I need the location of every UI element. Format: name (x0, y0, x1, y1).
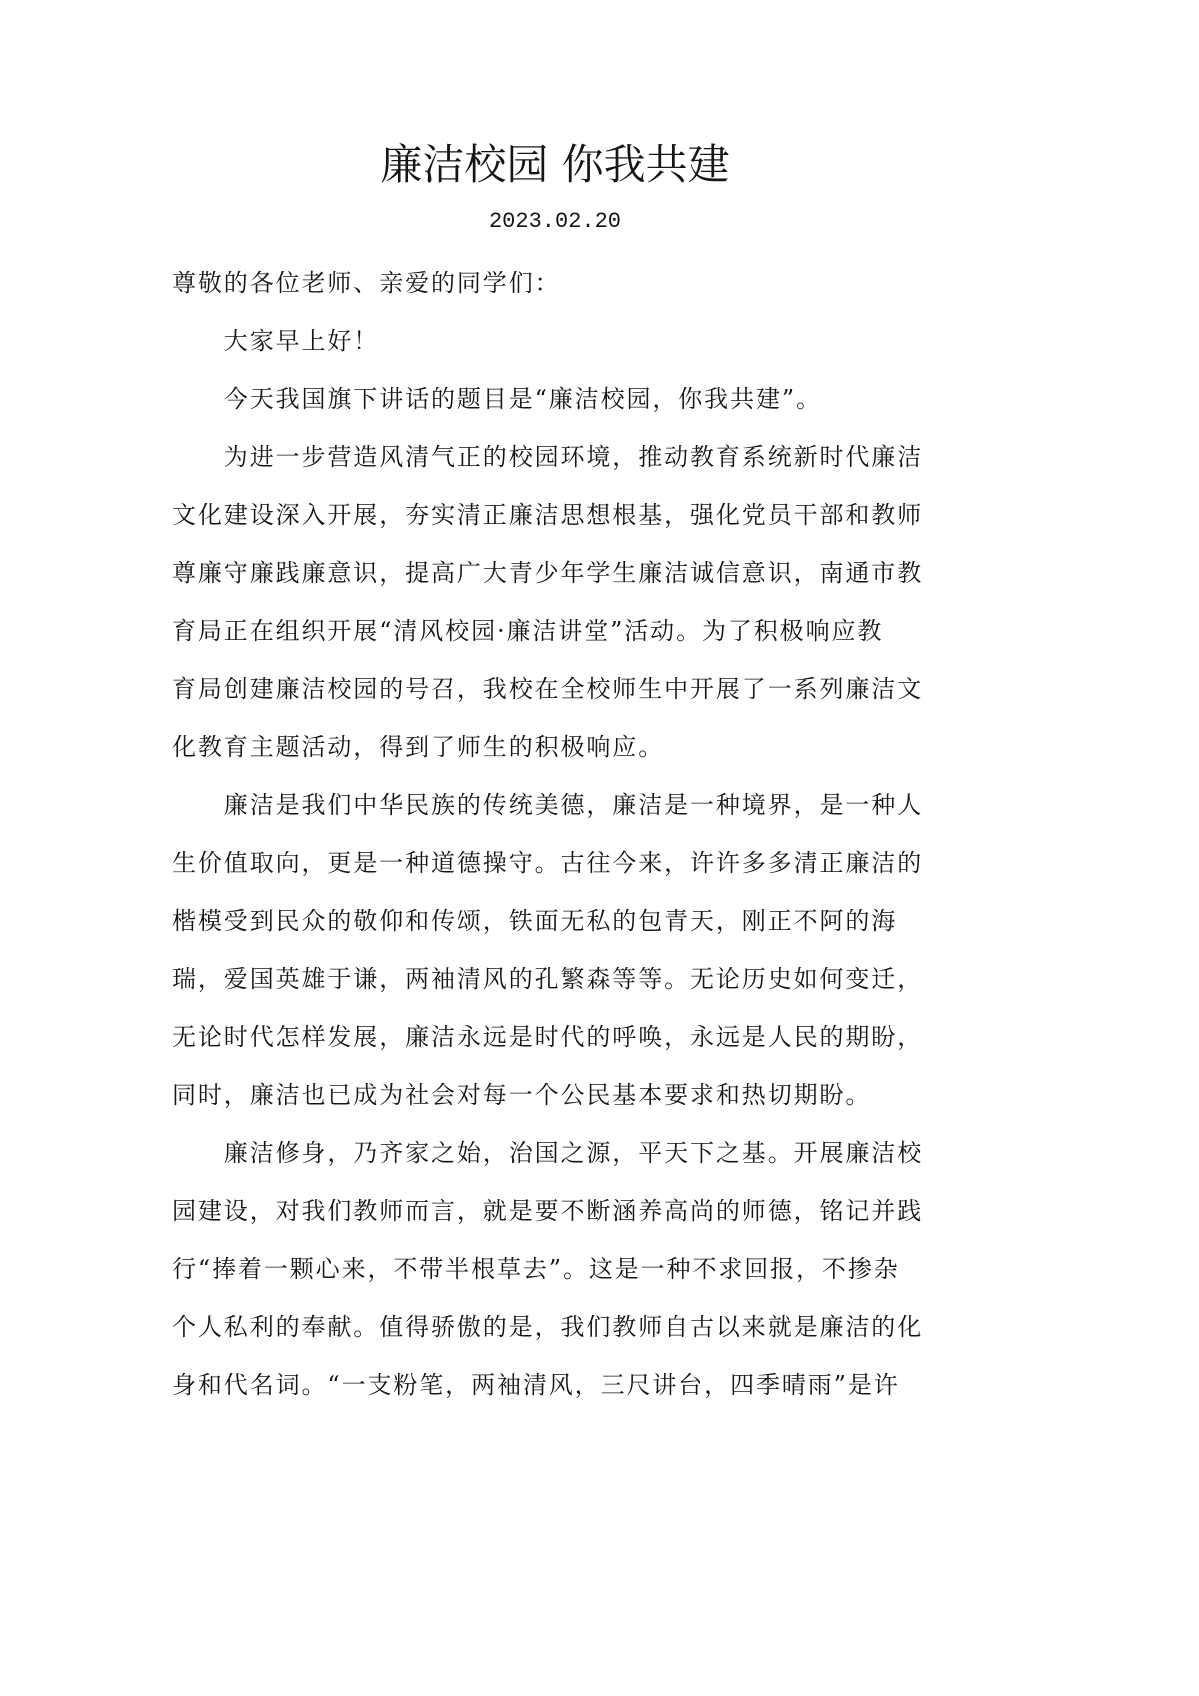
document-date: 2023.02.20 (488, 209, 622, 234)
document-title: 廉洁校园 你我共建 (380, 140, 730, 189)
paragraph-line: 化教育主题活动，得到了师生的积极响应。 (172, 733, 665, 761)
paragraph-line: 园建设，对我们教师而言，就是要不断涵养高尚的师德，铭记并践 (172, 1197, 924, 1225)
paragraph-line: 今天我国旗下讲话的题目是“廉洁校园，你我共建”。 (223, 385, 822, 413)
paragraph-line: 瑞，爱国英雄于谦，两袖清风的孔繁森等等。无论历史如何变迁， (172, 965, 924, 993)
paragraph-activities (172, 428, 962, 776)
paragraph-line: 廉洁修身，乃齐家之始，治国之源，平天下之基。开展廉洁校 (223, 1139, 924, 1167)
paragraph-line: 个人私利的奉献。值得骄傲的是，我们教师自古以来就是廉洁的化 (172, 1313, 924, 1341)
paragraph-topic (172, 370, 962, 428)
paragraph-line: 文化建设深入开展，夯实清正廉洁思想根基，强化党员干部和教师 (172, 501, 924, 529)
salutation: 尊敬的各位老师、亲爱的同学们： (172, 269, 561, 297)
paragraph-line: 廉洁是我们中华民族的传统美德，廉洁是一种境界，是一种人 (223, 791, 924, 819)
paragraph-line: 楷模受到民众的敬仰和传颂，铁面无私的包青天，刚正不阿的海 (172, 907, 898, 935)
paragraph-greeting (172, 312, 962, 370)
paragraph-line: 大家早上好！ (223, 327, 380, 355)
paragraph-line: 身和代名词。“一支粉笔，两袖清风，三尺讲台，四季晴雨”是许 (172, 1371, 900, 1399)
paragraph-teachers (172, 1124, 962, 1414)
paragraph-line: 育局正在组织开展“清风校园·廉洁讲堂”活动。为了积极响应教 (172, 617, 884, 645)
paragraph-line: 尊廉守廉践廉意识，提高广大青少年学生廉洁诚信意识，南通市教 (172, 559, 924, 587)
paragraph-line: 无论时代怎样发展，廉洁永远是时代的呼唤，永远是人民的期盼， (172, 1023, 924, 1051)
paragraph-line: 行“捧着一颗心来，不带半根草去”。这是一种不求回报，不掺杂 (172, 1255, 900, 1283)
paragraph-line: 育局创建廉洁校园的号召，我校在全校师生中开展了一系列廉洁文 (172, 675, 924, 703)
paragraph-line: 同时，廉洁也已成为社会对每一个公民基本要求和热切期盼。 (172, 1081, 872, 1109)
paragraph-line: 生价值取向，更是一种道德操守。古往今来，许许多多清正廉洁的 (172, 849, 924, 877)
paragraph-virtue (172, 776, 962, 1124)
paragraph-line: 为进一步营造风清气正的校园环境，推动教育系统新时代廉洁 (223, 443, 924, 471)
speech-body (172, 254, 962, 1414)
